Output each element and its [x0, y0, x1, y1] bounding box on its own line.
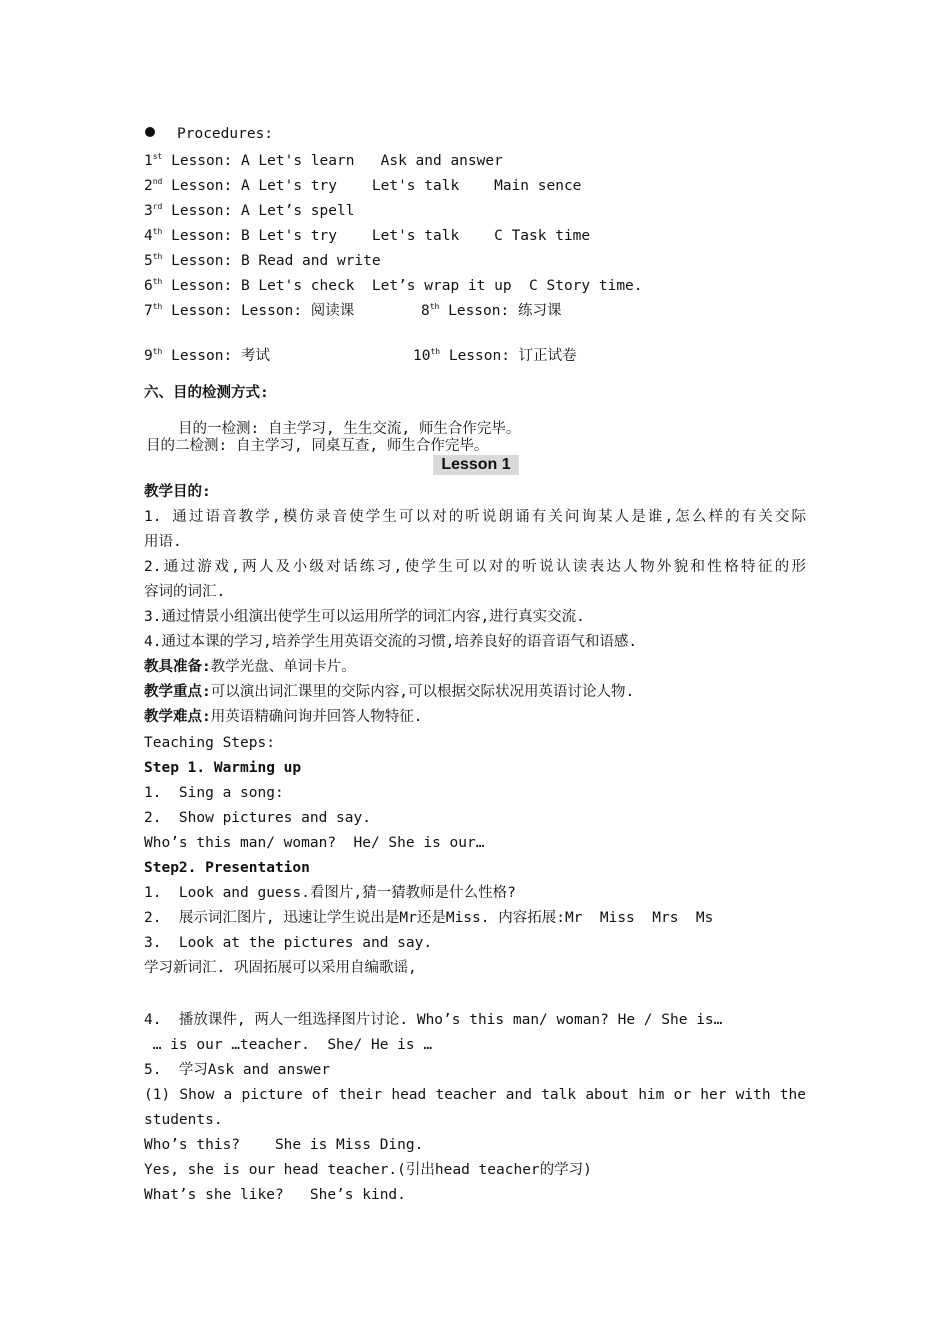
- step2-item: 2. 展示词汇图片, 迅速让学生说出是Mr还是Miss. 内容拓展:Mr Miss Mrs Ms: [144, 910, 714, 926]
- prep-label: 教具准备:: [144, 659, 211, 675]
- goals-heading: 教学目的:: [144, 484, 211, 500]
- lesson-line-2: 2nd Lesson: A Let's try Let's talk Main sence: [144, 177, 582, 194]
- difficult-label: 教学难点:: [144, 709, 211, 725]
- step2-item: 5. 学习Ask and answer: [144, 1062, 331, 1078]
- difficult-line: [144, 708, 422, 726]
- lesson-title: Lesson 1: [433, 455, 519, 475]
- step2-heading: Step2. Presentation: [144, 860, 310, 876]
- bullet-icon: [145, 127, 155, 137]
- step2-item: Who’s this? She is Miss Ding.: [144, 1137, 424, 1153]
- step2-item: 学习新词汇. 巩固拓展可以采用自编歌谣,: [144, 960, 417, 976]
- difficult-text: 用英语精确问询并回答人物特征.: [210, 709, 423, 725]
- key-text: 可以演出词汇课里的交际内容,可以根据交际状况用英语讨论人物.: [210, 684, 635, 700]
- section6-heading: 六、目的检测方式:: [144, 385, 269, 401]
- step2-item: 3. Look at the pictures and say.: [144, 935, 433, 951]
- step2-item: 1. Look and guess.看图片,猜一猜教师是什么性格?: [144, 885, 516, 901]
- lesson-line-10: 10th Lesson: 订正试卷: [413, 347, 577, 364]
- lesson-line-1: 1st Lesson: A Let's learn Ask and answer: [144, 152, 503, 169]
- teaching-steps-heading: Teaching Steps:: [144, 735, 275, 751]
- goal-1-line-a: 1. 通过语音教学,模仿录音使学生可以对的听说朗诵有关问询某人是谁,怎么样的有关交际: [144, 509, 806, 525]
- check-line-2: 目的二检测: 自主学习, 同桌互查, 师生合作完毕。: [146, 438, 489, 454]
- key-label: 教学重点:: [144, 684, 211, 700]
- lesson-line-3: 3rd Lesson: A Let’s spell: [144, 202, 355, 219]
- prep-line: [144, 658, 356, 676]
- step1-item: Who’s this man/ woman? He/ She is our…: [144, 835, 485, 851]
- step2-item: Yes, she is our head teacher.(引出head teacher的学习): [144, 1162, 592, 1178]
- goal-1-line-b: 用语.: [144, 534, 182, 550]
- goal-2-line-a: 2.通过游戏,两人及小级对话练习,使学生可以对的听说认读表达人物外貌和性格特征的形: [144, 559, 806, 575]
- step2-item: … is our …teacher. She/ He is …: [144, 1037, 433, 1053]
- step2-item: (1) Show a picture of their head teacher and talk about him or her with the: [144, 1087, 806, 1103]
- lesson-line-8: 8th Lesson: 练习课: [421, 302, 562, 319]
- lesson-line-9: 9th Lesson: 考试: [144, 347, 270, 364]
- step1-item: 2. Show pictures and say.: [144, 810, 371, 826]
- lesson-line-7: 7th Lesson: Lesson: 阅读课: [144, 302, 355, 319]
- goal-2-line-b: 容词的词汇.: [144, 584, 226, 600]
- key-line: [144, 683, 634, 701]
- step1-heading: Step 1. Warming up: [144, 760, 302, 776]
- step2-item: students.: [144, 1112, 223, 1128]
- step2-item: What’s she like? She’s kind.: [144, 1187, 406, 1203]
- lesson-line-4: 4th Lesson: B Let's try Let's talk C Task time: [144, 227, 591, 244]
- goal-4: 4.通过本课的学习,培养学生用英语交流的习惯,培养良好的语音语气和语感.: [144, 634, 638, 650]
- step2-item: 4. 播放课件, 两人一组选择图片讨论. Who’s this man/ woman? He / She is…: [144, 1012, 723, 1028]
- lesson-line-5: 5th Lesson: B Read and write: [144, 252, 381, 269]
- step1-item: 1. Sing a song:: [144, 785, 284, 801]
- check-line-1: 目的一检测: 自主学习, 生生交流, 师生合作完毕。: [178, 421, 521, 437]
- procedures-heading: Procedures:: [177, 126, 274, 142]
- lesson-line-6: 6th Lesson: B Let's check Let’s wrap it up C Story time.: [144, 277, 643, 294]
- prep-text: 教学光盘、单词卡片。: [210, 659, 356, 675]
- goal-3: 3.通过情景小组演出使学生可以运用所学的词汇内容,进行真实交流.: [144, 609, 585, 625]
